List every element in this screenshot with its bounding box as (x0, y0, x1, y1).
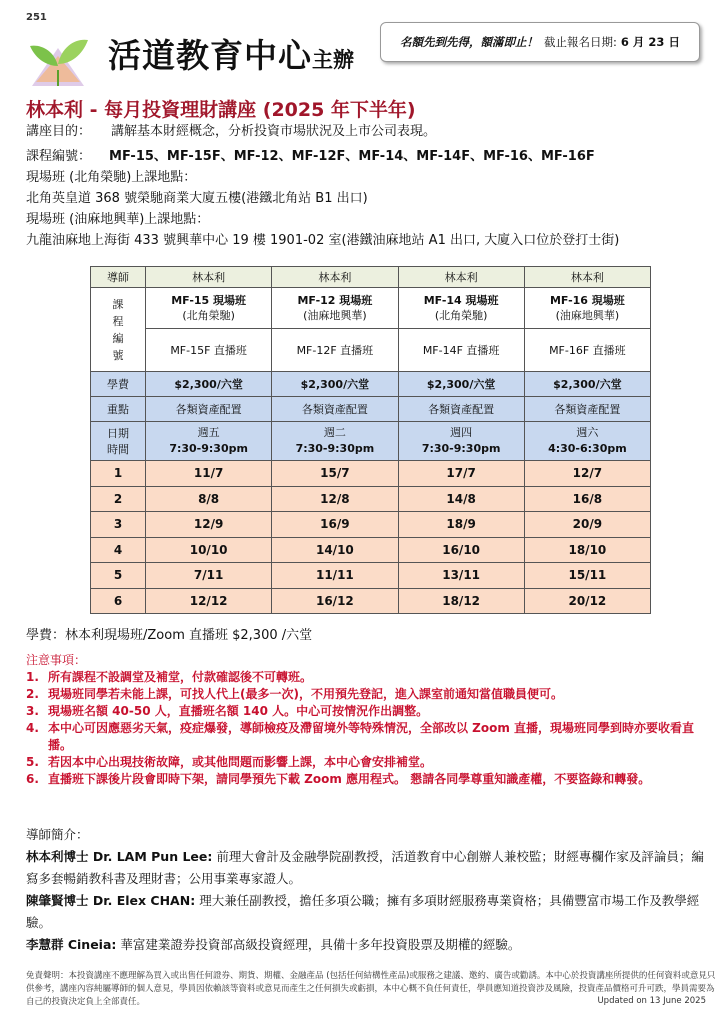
title-rest: 每月投資理財講座 (2025 年下半年) (104, 99, 416, 121)
notes-heading: 注意事項： (26, 653, 87, 667)
note-item (26, 703, 716, 720)
course-info (26, 121, 716, 251)
session-date: 11/7 (146, 461, 272, 487)
note-item (26, 720, 716, 754)
session-row (91, 588, 651, 614)
time-cell (272, 422, 398, 461)
class-time: 4:30-6:30pm (548, 442, 627, 455)
row-label-tutor: 導師 (91, 267, 146, 288)
focus-cell: 各類資產配置 (524, 397, 650, 422)
live-course-cell (272, 288, 398, 329)
org-name: 活道教育中心 (108, 36, 312, 75)
session-number: 3 (91, 512, 146, 538)
note-number: 6. (26, 772, 39, 786)
session-row (91, 486, 651, 512)
session-date: 17/7 (398, 461, 524, 487)
session-number: 2 (91, 486, 146, 512)
session-date: 18/12 (398, 588, 524, 614)
session-date: 12/12 (146, 588, 272, 614)
venue2-label: 現場班 (油麻地興華)上課地點： (26, 212, 210, 227)
session-date: 20/9 (524, 512, 650, 538)
enrollment-notice (380, 22, 700, 62)
tutor-cell: 林本利 (524, 267, 650, 288)
session-date: 14/8 (398, 486, 524, 512)
session-number: 1 (91, 461, 146, 487)
tutor-name: 李慧群 Cineia: (26, 937, 117, 952)
online-course-cell: MF-15F 直播班 (146, 329, 272, 372)
session-date: 16/10 (398, 537, 524, 563)
updated-date: Updated on 13 June 2025 (597, 996, 706, 1006)
live-course-code: MF-15 現場班 (171, 294, 247, 307)
title-dash: - (83, 99, 105, 121)
session-date: 10/10 (146, 537, 272, 563)
tutor-row (91, 267, 651, 288)
notice-deadline-label: 截止報名日期: (544, 35, 617, 49)
online-course-cell: MF-12F 直播班 (272, 329, 398, 372)
session-date: 11/11 (272, 563, 398, 589)
focus-cell: 各類資產配置 (398, 397, 524, 422)
venue1-label: 現場班 (北角榮馳)上課地點： (26, 170, 197, 185)
note-item (26, 686, 716, 703)
organization-name (108, 30, 354, 77)
tutor-description: 華富建業證券投資部高級投資經理，具備十多年投資股票及期權的經驗。 (120, 937, 521, 952)
live-course-location: (北角榮馳) (182, 309, 235, 322)
title-tutor: 林本利 (26, 99, 84, 121)
tutor-cell: 林本利 (398, 267, 524, 288)
online-course-cell: MF-16F 直播班 (524, 329, 650, 372)
session-date: 12/9 (146, 512, 272, 538)
session-date: 18/10 (524, 537, 650, 563)
notice-deadline-date: 6 月 23 日 (620, 35, 680, 49)
fee-row (91, 372, 651, 397)
session-date: 15/11 (524, 563, 650, 589)
class-time: 7:30-9:30pm (421, 442, 501, 455)
row-label-time (91, 422, 146, 461)
tutor-profiles (26, 824, 716, 956)
notes-section (26, 652, 716, 788)
page-title (26, 95, 416, 122)
note-number: 1. (26, 670, 39, 684)
live-course-cell (524, 288, 650, 329)
row-label-focus: 重點 (91, 397, 146, 422)
venue2-address: 九龍油麻地上海街 433 號興華中心 19 樓 1901-02 室(港鐵油麻地站 A1 出口, 大廈入口位於登打士街) (26, 233, 620, 248)
purpose-text: 講解基本財經概念，分析投資市場狀況及上市公司表現。 (111, 124, 437, 139)
session-date: 15/7 (272, 461, 398, 487)
live-course-cell (398, 288, 524, 329)
disclaimer: 免責聲明：本投資講座不應理解為買入或出售任何證券、期貨、期權、金融產品 (包括任何結構性產品)或服務之建議、邀約、廣告或勸誘。本中心於投資講座所提供的任何資料或意見只供參考，講座內容純屬導師的個人意見，學員因依賴該等資料或意見而產生之任何損失或虧損，本中心概不負任何責任，學員應知道投資涉及風險，投資產品價格可升可跌，學員需要為自己的投資決定負上全部責任。 (26, 971, 716, 1007)
weekday: 週四 (450, 426, 473, 439)
session-date: 16/8 (524, 486, 650, 512)
note-text: 若因本中心出現技術故障，或其他問題而影響上課，本中心會安排補堂。 (48, 755, 433, 769)
weekday: 週二 (323, 426, 346, 439)
session-number: 5 (91, 563, 146, 589)
class-time: 7:30-9:30pm (169, 442, 248, 455)
tutor-description: 前理大會計及金融學院副教授，活道教育中心創辦人兼校監；財經專欄作家及評論員；編寫多套暢銷教科書及理財書；公用事業專家證人。 (26, 849, 704, 886)
course-code-label: 課程編號 (112, 297, 124, 362)
note-item (26, 754, 716, 771)
org-host-label: 主辦 (312, 47, 354, 72)
session-date: 16/12 (272, 588, 398, 614)
session-date: 7/11 (146, 563, 272, 589)
note-text: 所有課程不設調堂及補堂，付款確認後不可轉班。 (48, 670, 313, 684)
class-time: 7:30-9:30pm (295, 442, 375, 455)
leaf-logo-icon (26, 26, 90, 90)
focus-cell: 各類資產配置 (146, 397, 272, 422)
fee-summary: 學費：林本利現場班/Zoom 直播班 $2,300 /六堂 (26, 628, 313, 643)
purpose-row (26, 121, 716, 142)
codes-row (26, 146, 716, 167)
focus-cell: 各類資產配置 (272, 397, 398, 422)
session-date: 18/9 (398, 512, 524, 538)
live-course-location: (油麻地興華) (303, 309, 367, 322)
live-course-row (91, 288, 651, 329)
focus-row (91, 397, 651, 422)
row-label-fee: 學費 (91, 372, 146, 397)
tutor-profile (26, 890, 716, 934)
row-label-course-code (91, 288, 146, 372)
session-date: 12/8 (272, 486, 398, 512)
schedule-table (90, 266, 651, 614)
tutor-profile (26, 846, 716, 890)
session-date: 16/9 (272, 512, 398, 538)
session-number: 6 (91, 588, 146, 614)
page-number: 251 (26, 12, 47, 23)
live-course-code: MF-16 現場班 (549, 294, 625, 307)
session-date: 12/7 (524, 461, 650, 487)
tutor-description: 理大兼任副教授，擔任多項公職；擁有多項財經服務專業資格；具備豐富市場工作及教學經驗。 (26, 893, 700, 930)
note-number: 2. (26, 687, 39, 701)
session-number: 4 (91, 537, 146, 563)
note-text: 本中心可因應惡劣天氣，疫症爆發，導師檢疫及滯留境外等特殊情況，全部改以 Zoom 直播，現場班同學到時亦要收看直播。 (48, 721, 695, 752)
note-item (26, 771, 716, 788)
note-text: 直播班下課後片段會即時下架，請同學預先下載 Zoom 應用程式。 懇請各同學尊重知識產權，不要盜錄和轉發。 (48, 772, 651, 786)
time-cell (398, 422, 524, 461)
fee-cell: $2,300/六堂 (146, 372, 272, 397)
note-number: 4. (26, 721, 39, 735)
session-row (91, 537, 651, 563)
live-course-code: MF-12 現場班 (297, 294, 373, 307)
time-label: 日期時間 (107, 427, 129, 456)
note-item (26, 669, 716, 686)
note-text: 現場班同學若未能上課，可找人代上(最多一次)，不用預先登記，進入課室前通知當值職員便可。 (48, 687, 563, 701)
session-date: 14/10 (272, 537, 398, 563)
weekday: 週五 (197, 426, 220, 439)
note-number: 5. (26, 755, 39, 769)
session-date: 13/11 (398, 563, 524, 589)
fee-cell: $2,300/六堂 (272, 372, 398, 397)
time-row (91, 422, 651, 461)
tutor-name: 林本利博士 Dr. LAM Pun Lee: (26, 849, 213, 864)
live-course-cell (146, 288, 272, 329)
notice-first-come: 名額先到先得，額滿即止！ (400, 35, 539, 49)
tutor-cell: 林本利 (146, 267, 272, 288)
time-cell (146, 422, 272, 461)
live-course-location: (北角榮馳) (434, 309, 488, 322)
tutor-profile (26, 934, 716, 956)
fee-cell: $2,300/六堂 (524, 372, 650, 397)
tutor-name: 陳肇賢博士 Dr. Elex CHAN: (26, 893, 196, 908)
fee-cell: $2,300/六堂 (398, 372, 524, 397)
online-course-cell: MF-14F 直播班 (398, 329, 524, 372)
tutors-heading: 導師簡介： (26, 827, 89, 842)
session-date: 8/8 (146, 486, 272, 512)
live-course-location: (油麻地興華) (555, 309, 620, 322)
codes-text: MF-15、MF-15F、MF-12、MF-12F、MF-14、MF-14F、MF-16、MF-16F (109, 149, 595, 164)
weekday: 週六 (576, 426, 599, 439)
session-date: 20/12 (524, 588, 650, 614)
session-row (91, 512, 651, 538)
session-row (91, 461, 651, 487)
time-cell (524, 422, 650, 461)
online-course-row (91, 329, 651, 372)
purpose-label: 講座目的： (26, 124, 92, 139)
note-text: 現場班名額 40-50 人，直播班名額 140 人。中心可按情況作出調整。 (48, 704, 429, 718)
note-number: 3. (26, 704, 39, 718)
session-row (91, 563, 651, 589)
venue1-address: 北角英皇道 368 號榮馳商業大廈五樓(港鐵北角站 B1 出口) (26, 191, 368, 206)
codes-label: 課程編號： (26, 149, 92, 164)
tutor-cell: 林本利 (272, 267, 398, 288)
live-course-code: MF-14 現場班 (423, 294, 499, 307)
